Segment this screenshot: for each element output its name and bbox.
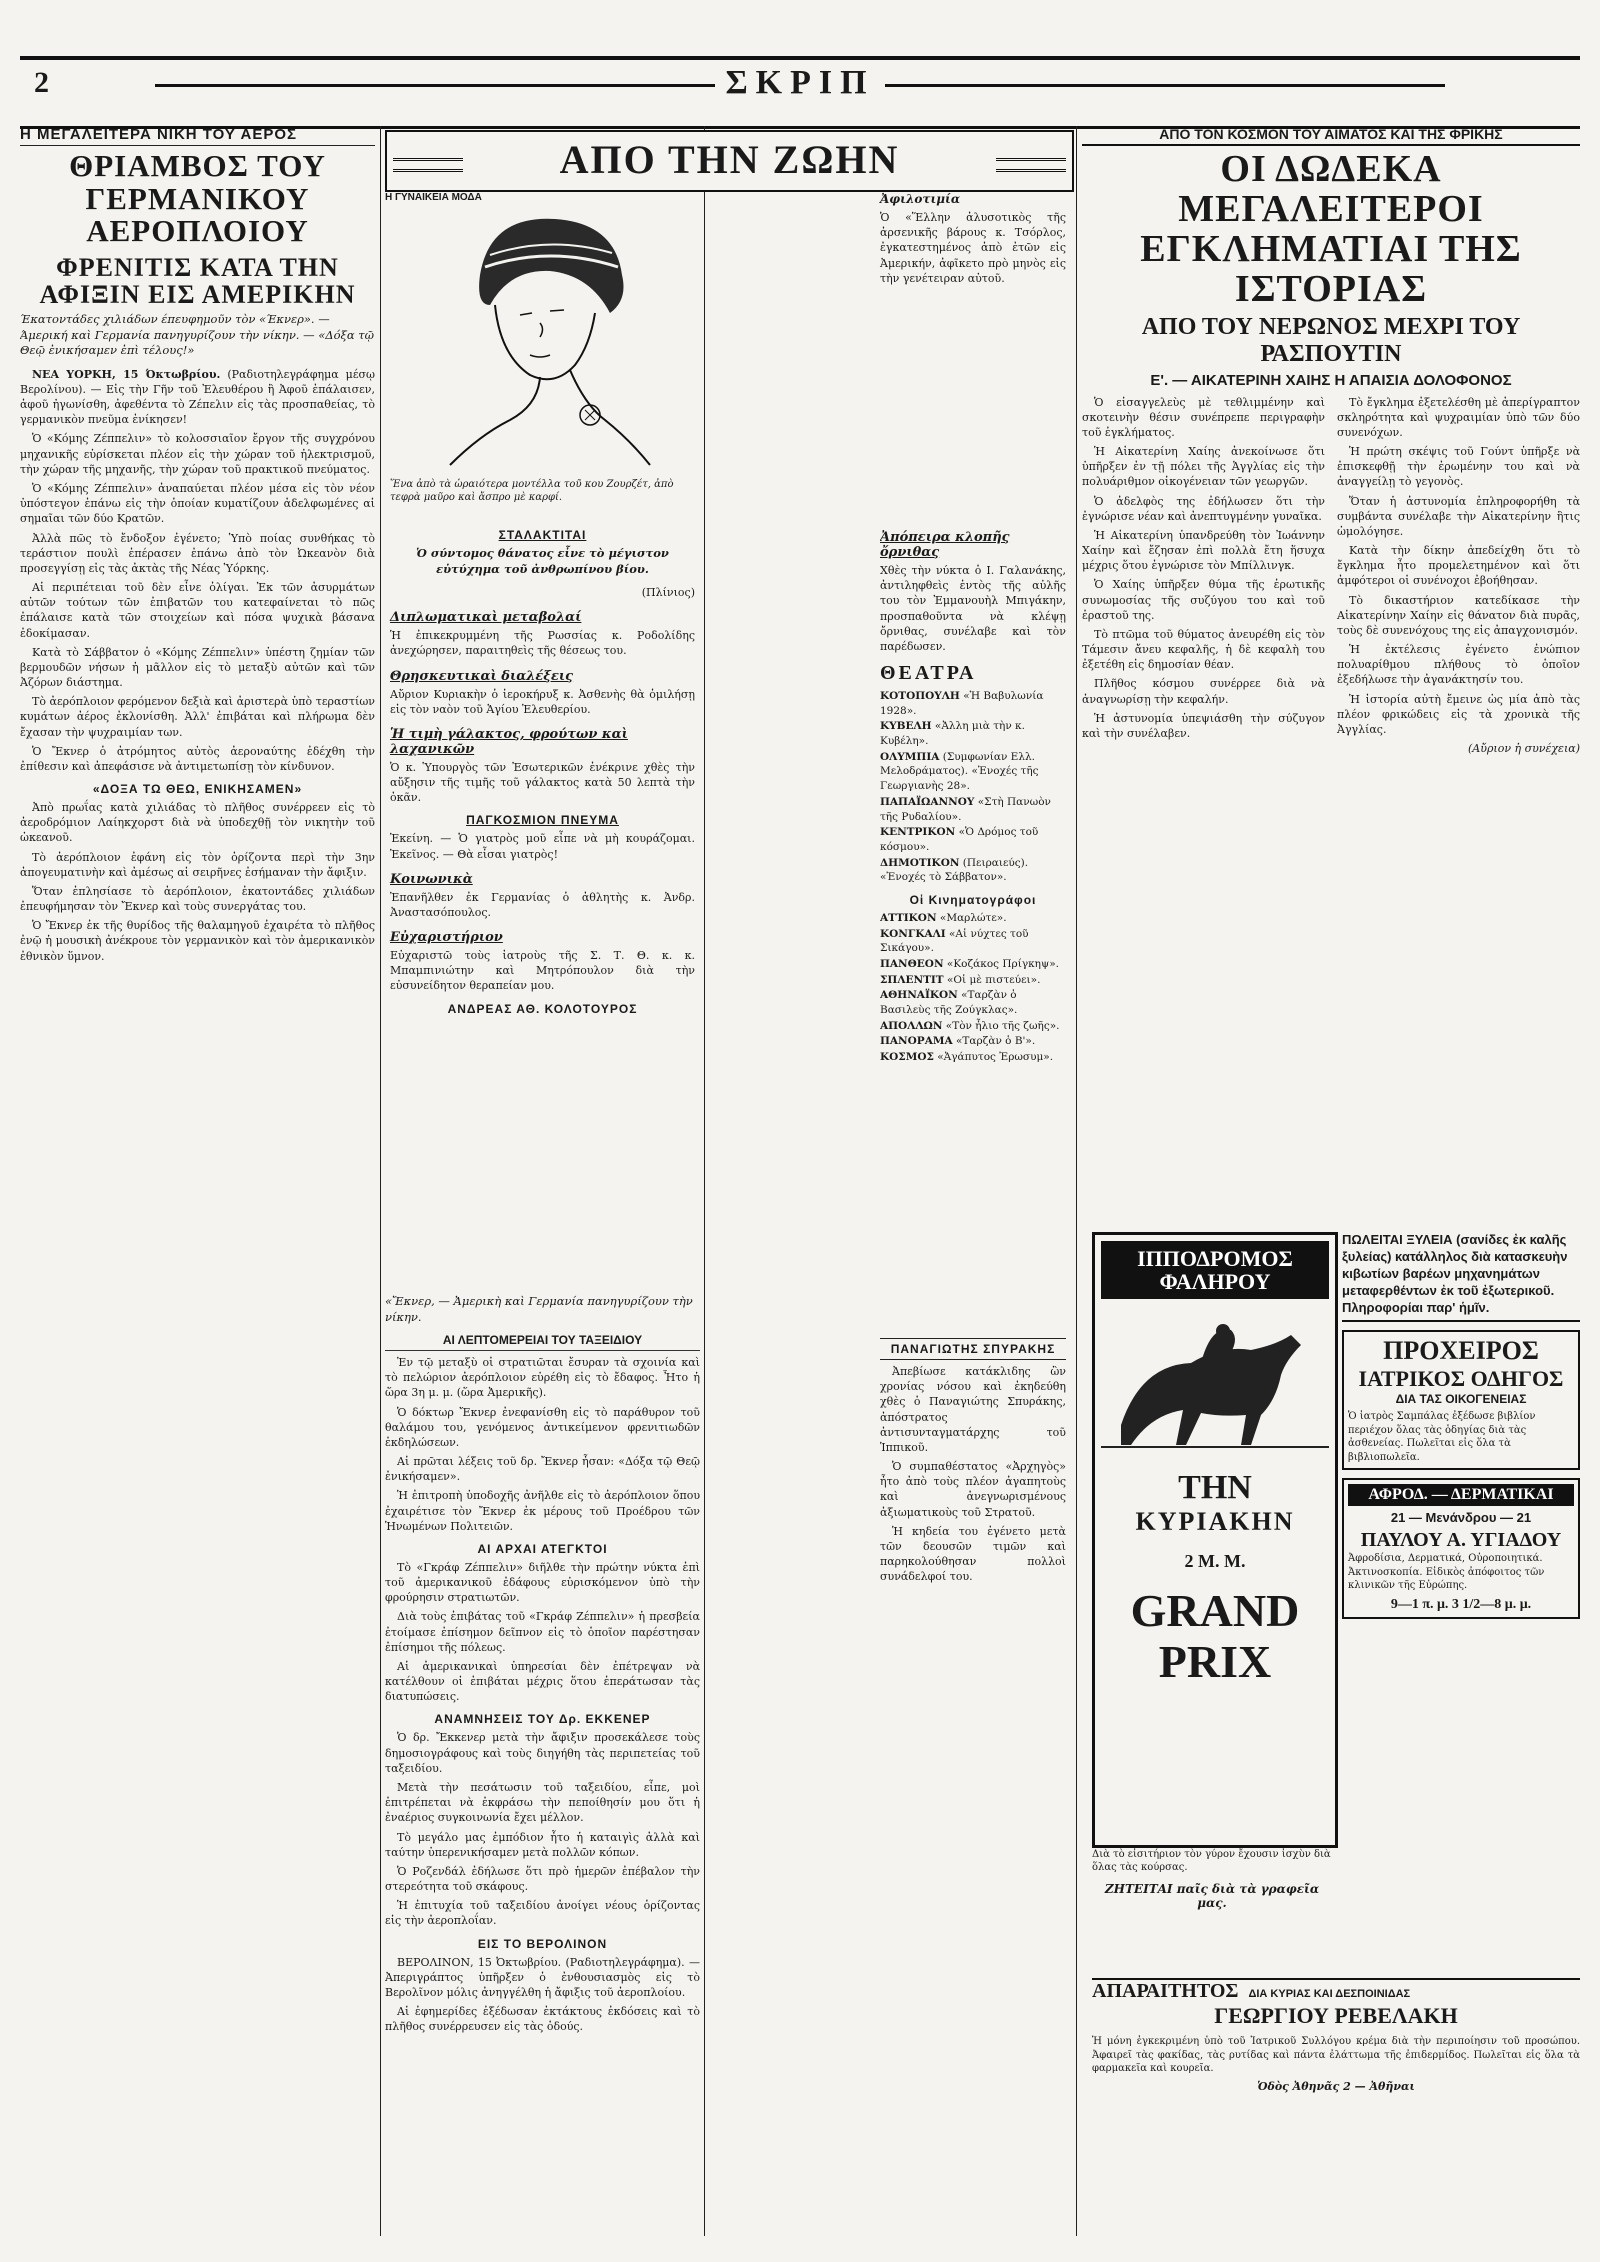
paragraph: Ἡ κηδεία του ἐγένετο μετὰ τῶν δεουσῶν τιμῶν καὶ παρηκολούθησαν πολλοὶ συνάδελφοί του. bbox=[880, 1524, 1066, 1584]
paragraph: Διὰ τοὺς ἐπιβάτας τοῦ «Γκράφ Ζέππελιν» ἡ πρεσβεία ἐτοίμασε ἐπίσημον δεῖπνον εἰς τὸ ὁποῖον παρέστησαν ἐπίσημοι τῆς πόλεως. bbox=[385, 1610, 700, 1654]
list-item: ΔΗΜΟΤΙΚΟΝ (Πειραιεύς). «Ἐνοχές τὸ Σάββατον». bbox=[880, 856, 1029, 884]
item-body: Χθὲς τὴν νύκτα ὁ Ι. Γαλανάκης, ἀντιληφθεὶς ἐντὸς τῆς αὐλῆς του τὸν Ἐμμανουὴλ Μπιγάκην, προσπαθοῦντα νὰ κλέψῃ ὄρνιθας, συνέλαβε καὶ τὸν παρέδωσεν. bbox=[880, 564, 1066, 653]
paragraph: Ἡ ἀστυνομία ὑπεψιάσθη τὴν σύζυγον καὶ τὴν συνέλαβεν. bbox=[1082, 711, 1325, 740]
paragraph: Ἡ Αἰκατερίνη ὑπανδρεύθη τὸν Ἰωάννην Χαίην καὶ ἔζησαν ἐπὶ πολλὰ ἔτη ἥσυχα μέχρις ὅτου ἐγνώρισε τὸν Μπίλλινγκ. bbox=[1082, 528, 1325, 573]
ad-time: 2 Μ. Μ. bbox=[1184, 1551, 1246, 1572]
paragraph: Ὁ συμπαθέστατος «Ἀρχηγὸς» ἦτο ἀπὸ τοὺς πλέον ἀγαπητοὺς καὶ ἀνεγνωρισμένους ἀξιωματικοὺς τοῦ Στρατοῦ. bbox=[880, 1460, 1066, 1519]
text-column bbox=[1337, 395, 1580, 761]
article-lead: Έκατοντάδες χιλιάδων έπευφημοῦν τὸν «Έκνερ». — Άμερική καὶ Γερμανία πανηγυρίζουν τὴν νίκην. — «Δόξα τῷ Θεῷ ἐνικήσαμεν ἐπὶ τέλους!» bbox=[20, 312, 375, 358]
paragraph: Αἱ ἐφημερίδες ἐξέδωσαν ἐκτάκτους ἐκδόσεις καὶ τὸ πλῆθος συνέρρευσεν εἰς τὰς ὁδούς. bbox=[385, 2005, 700, 2034]
fashion-illustration bbox=[390, 205, 690, 470]
ad-text: Ἡ μόνη ἐγκεκριμένη ὑπὸ τοῦ Ἰατρικοῦ Συλλόγου κρέμα διὰ τὴν περιποίησιν τοῦ προσώπου. Ἀφαιρεῖ τὰς φακίδας, τὰς ρυτίδας καὶ πάντα ἐλάττωμα τῆς ἐπιδερμίδος. Πωλεῖται εἰς ὅλα τὰ φαρμακεῖα καὶ κουρεῖα. bbox=[1092, 2036, 1580, 2074]
ad-text: Ὁ ἰατρὸς Σαμπάλας ἐξέδωσε βιβλίον περιέχον ὅλας τὰς ὁδηγίας διὰ τὰς ἀσθενείας. Πωλεῖται εἰς ὅλα τὰ βιβλιοπωλεῖα. bbox=[1348, 1411, 1536, 1463]
paragraph: Αἱ πρῶται λέξεις τοῦ δρ. Ἔκνερ ἦσαν: «Δόξα τῷ Θεῷ ἐνικήσαμεν». bbox=[385, 1455, 700, 1484]
item-body: Ὁ «Ἕλλην ἀλυσοτικὸς τῆς ἀρσενικῆς βάρους κ. Τσόρλος, ἐγκατεστημένος ἀπὸ ἐτῶν εἰς Ἀμερικήν, ἀφῖκετο πρὸ μηνὸς εἰς τὴν γενέτειραν αὐτοῦ. bbox=[880, 211, 1066, 285]
list-item: ΑΤΤΙΚΟΝ «Μαρλώτε». bbox=[880, 911, 1007, 924]
cinema-list bbox=[880, 911, 1066, 1065]
section-heading: ΑΝΑΜΝΗΣΕΙΣ ΤΟΥ Δρ. ΕΚΚΕΝΕΡ bbox=[434, 1712, 651, 1727]
paragraph: Μετὰ τὴν πεσάτωσιν τοῦ ταξειδίου, εἶπε, μοὶ ἐπιτρέπεται νὰ ἐκφράσω τὴν πεποίθησίν μου ὅτι ἡ ἐναέριος συγκοινωνία ἔχει μέλλον. bbox=[385, 1780, 700, 1825]
paragraph: Ὁ δόκτωρ Ἔκνερ ἐνεφανίσθη εἰς τὸ παράθυρον τοῦ θαλάμου του, γενόμενος ἀντικείμενον φρενιτιωδῶν ἐκδηλώσεων. bbox=[385, 1405, 700, 1449]
paragraph: Τὸ πτῶμα τοῦ θύματος ἀνευρέθη εἰς τὸν Τάμεσιν ἄνευ κεφαλῆς, ἡ δὲ κεφαλὴ του ἐξετέθη εἰς δημοσίαν θέαν. bbox=[1082, 627, 1325, 672]
page-number: 2 bbox=[34, 66, 49, 99]
item-heading: Διπλωματικαὶ μεταβολαί bbox=[390, 610, 582, 626]
article-body bbox=[385, 1355, 700, 2034]
ad-day-label: ΤΗΝ bbox=[1178, 1469, 1252, 1507]
horse-race-illustration bbox=[1101, 1305, 1329, 1455]
dateline: ΝΕΑ ΥΟΡΚΗ, 15 Όκτωβρίου. bbox=[32, 367, 221, 381]
paragraph: Ὁ εἰσαγγελεὺς μὲ τεθλιμμένην καὶ σκοτεινὴν θέσιν συνέπρεπε περιγραφὴν τοῦ ἐγκλήματος. bbox=[1082, 395, 1325, 439]
paragraph: Ἐν τῷ μεταξὺ οἱ στρατιῶται ἔσυραν τὰ σχοινία καὶ τὸ πελώριον ἀερόπλοιον εὑρέθη εἰς τὸ ἔδαφος. Ἦτο ἡ ὥρα 3η μ. μ. (ὥρα Ἀμερικῆς). bbox=[385, 1356, 700, 1400]
paragraph: Ἀλλὰ πῶς τὸ ἔνδοξον ἐγένετο; Ὑπὸ ποίας συνθήκας τὸ τεράστιον πουλὶ ἐπέρασεν ἐπάνω ἀπὸ τὸν Ὠκεανὸν διὰ προσεγγίσῃ εἰς τὰς ἀκτὰς τῆς Νέας Ὑόρκης. bbox=[20, 531, 375, 575]
quote: Ὁ σύντομος θάνατος εἶνε τὸ μέγιστον εὐτύχημα τοῦ ἀνθρωπίνου βίου. bbox=[416, 546, 669, 576]
racehorse-icon bbox=[1101, 1305, 1329, 1455]
section-heading: ΣΤΑΛΑΚΤΙΤΑΙ bbox=[498, 528, 587, 542]
theatre-heading: ΘΕΑΤΡΑ bbox=[880, 662, 977, 685]
section-heading: ΑΙ ΑΡΧΑΙ ΑΤΕΓΚΤΟΙ bbox=[477, 1541, 608, 1556]
paragraph: Ἡ ἐπιτυχία τοῦ ταξειδίου ἀνοίγει νέους ὁρίζοντας εἰς τὴν ἀεροπλοΐαν. bbox=[385, 1899, 700, 1928]
woman-hat-illustration bbox=[390, 205, 690, 470]
fashion-heading: Η ΓΥΝΑΙΚΕΙΑ ΜΟΔΑ bbox=[385, 192, 482, 203]
news-items-lower bbox=[880, 520, 1066, 1320]
paragraph: Κατὰ τὸ Σάββατον ὁ «Κόμης Ζέππελιν» ὑπέστη ζημίαν τῶν βερμουδῶν νήσων ἡ μᾶλλον εἰς τὸ μεταξὺ αὐτῶν καὶ τῶν Ἀζόρων διάστημα. bbox=[20, 645, 375, 690]
article-criminals bbox=[1082, 126, 1580, 1226]
article-zeppelin bbox=[20, 126, 375, 2236]
item-body: Ἐπανῆλθεν ἐκ Γερμανίας ὁ ἀθλητὴς κ. Ἀνδρ. Ἀναστασόπουλος. bbox=[390, 890, 695, 919]
article-lead: «Ἔκνερ, — Ἀμερικὴ καὶ Γερμανία πανηγυρίζουν τὴν νίκην. bbox=[385, 1294, 693, 1324]
classifieds bbox=[1342, 1232, 1580, 1619]
list-item: ΚΥΒΕΛΗ «Ἀλλη μιὰ τὴν κ. Κυβέλη». bbox=[880, 720, 1025, 748]
classified-wanted: ΖΗΤΕΙΤΑΙ παῖς διὰ τὰ γραφεῖα μας. bbox=[1104, 1882, 1320, 1910]
signature: ΑΝΔΡΕΑΣ ΑΘ. ΚΟΛΟΤΟΥΡΟΣ bbox=[447, 1001, 638, 1016]
article-body bbox=[1082, 395, 1580, 761]
zeppelin-continuation bbox=[385, 1290, 700, 2235]
paragraph: Ὅταν ἐπλησίασε τὸ ἀερόπλοιον, ἐκατοντάδες χιλιάδων ἐπευφήμησαν τὸν Ἔκνερ καὶ τοὺς συνεργάτας του. bbox=[20, 884, 375, 914]
cosmetic-ad bbox=[1092, 1978, 1580, 2180]
ad-subtitle: ΔΙΑ ΤΑΣ ΟΙΚΟΓΕΝΕΙΑΣ bbox=[1395, 1392, 1527, 1407]
list-item: ΟΛΥΜΠΙΑ (Συμφωνίαν Ελλ. Μελοδράματος). «Ἐνοχές τῆς Γεωργιανὴς 28». bbox=[880, 750, 1039, 793]
ad-hours: 9—1 π. μ. 3 1/2—8 μ. μ. bbox=[1390, 1596, 1532, 1612]
article-headline-secondary: ΦΡΕΝΙΤΙΣ ΚΑΤΑ ΤΗΝ ΑΦΙΞΙΝ ΕΙΣ ΑΜΕΡΙΚΗΝ bbox=[39, 252, 356, 309]
paragraph: Τὸ ἔγκλημα ἐξετελέσθη μὲ ἀπερίγραπτον σκληρότητα καὶ ψυχραιμίαν ὑπὸ τῶν δύο συνενόχων. bbox=[1337, 395, 1580, 439]
ad-title-note: ΔΙΑ ΚΥΡΙΑΣ ΚΑΙ ΔΕΣΠΟΙΝΙΔΑΣ bbox=[1248, 1988, 1411, 2000]
list-item: ΑΘΗΝΑΪΚΟΝ «Ταρζὰν ὁ Βασιλεὺς τῆς Ζούγκλας». bbox=[880, 989, 1018, 1017]
section-title: ΑΠΟ ΤΗΝ ΖΩΗΝ bbox=[559, 137, 900, 182]
cinema-heading: Οἱ Κινηματογράφοι bbox=[909, 892, 1037, 907]
decorative-rule bbox=[996, 158, 1066, 172]
paragraph: Τὸ ἀερόπλοιον ἐφάνη εἰς τὸν ὁρίζοντα περὶ τὴν 3ην ἀπογευματινὴν καὶ ἀμέσως αἱ σειρῆνες ἐσήμαναν τὴν ἄφιξιν. bbox=[20, 850, 375, 879]
afilotimia-heading: Ἀφιλοτιμία bbox=[880, 192, 961, 206]
short-items-column bbox=[390, 520, 695, 1020]
section-heading: ΠΑΓΚΟΣΜΙΟΝ ΠΝΕΥΜΑ bbox=[466, 813, 619, 828]
ad-brand: ΓΕΩΡΓΙΟΥ ΡΕΒΕΛΑΚΗ bbox=[1214, 2003, 1458, 2028]
paragraph: Ἡ πρώτη σκέψις τοῦ Γούντ ὑπῆρξε νὰ ἐπισκεφθῇ τὴν ἐρωμένην του καὶ νὰ ἀναγγείλῃ τὸ γεγονὸς. bbox=[1337, 445, 1580, 489]
list-item: ΠΑΝΘΕΟΝ «Κοζάκος Πρίγκηψ». bbox=[880, 958, 1059, 971]
paragraph: Ἡ Αἰκατερίνη Χαίης ἀνεκοίνωσε ὅτι ὑπῆρξεν ἐν τῇ πόλει τῆς Ἀγγλίας εἰς τὴν πολυάριθμον οἰκογένειαν τῶν γεωργῶν. bbox=[1082, 445, 1325, 489]
decorative-rule bbox=[393, 158, 463, 172]
item-heading: Θρησκευτικαὶ διαλέξεις bbox=[390, 668, 574, 684]
article-headline: ΘΡΙΑΜΒΟΣ ΤΟΥ ΓΕΡΜΑΝΙΚΟΥ ΑΕΡΟΠΛΟΙΟΥ bbox=[69, 148, 326, 249]
paragraph: (Ραδιοτηλεγράφημα μέσῳ Βερολίνου). — Εἰς τὴν Γῆν τοῦ Ἐλευθέρου ἢ Ἀφοῦ ἐπάλαισεν, ἀφοῦ ἠγωνίσθη, ἀφεθέντα τὸ Ζέπελιν εἰς τὰς προσπαθείας, τὸ γερμανικὸν πνεῦμα ἐνίκησεν! bbox=[20, 367, 375, 427]
list-item: ΠΑΠΑΪΩΑΝΝΟΥ «Στὴ Πανωὸν τῆς Ρυδαλίου». bbox=[880, 795, 1051, 823]
fashion-caption: Ἕνα ἀπὸ τὰ ὡραιότερα μοντέλλα τοῦ κου Ζουρζέτ, ἀπὸ τεφρὰ μαῦρο καὶ ἄσπρο μὲ καρφί. bbox=[390, 479, 674, 503]
item-heading: Ἡ τιμὴ γάλακτος, φρούτων καὶ λαχανικῶν bbox=[390, 726, 628, 757]
ad-caption: Διὰ τὸ εἰσιτήριον τὸν γύρον ἔχουσιν ἰσχὺν διὰ ὅλας τὰς κούρσας. bbox=[1092, 1849, 1331, 1873]
section-heading: ΑΙ ΛΕΠΤΟΜΕΡΕΙΑΙ ΤΟΥ ΤΑΞΕΙΔΙΟΥ bbox=[385, 1333, 700, 1351]
news-items-column bbox=[880, 210, 1066, 286]
item-body: Εὐχαριστῶ τοὺς ἰατροὺς τῆς Σ. Τ. Θ. κ. κ. Μπαμπινιώτην καὶ Μητρόπουλον διὰ τὴν εὐσυνείδητον θεραπείαν μου. bbox=[390, 949, 695, 993]
article-subheadline: ΑΠΟ ΤΟΥ ΝΕΡΩΝΟΣ ΜΕΧΡΙ ΤΟΥ ΡΑΣΠΟΥΤΙΝ bbox=[1141, 313, 1521, 367]
paragraph: Τὸ «Γκράφ Ζέππελιν» διῆλθε τὴν πρώτην νύκτα ἐπὶ τοῦ ἀμερικανικοῦ ἐδάφους εὑρισκόμενον ὑπὸ τὴν φρούρησιν στρατιωτῶν. bbox=[385, 1560, 700, 1605]
section-heading: ΕΙΣ ΤΟ ΒΕΡΟΛΙΝΟΝ bbox=[477, 1936, 608, 1951]
continues-note: (Αὔριον ἡ συνέχεια) bbox=[1468, 742, 1580, 756]
column-rule bbox=[1076, 126, 1077, 2236]
paragraph: Ὁ ἀδελφὸς της ἐδήλωσεν ὅτι τὴν ἐγνώρισε νέαν καὶ ἀνεπτυγμένην γυναῖκα. bbox=[1082, 494, 1325, 523]
doctor-ad bbox=[1342, 1478, 1580, 1619]
quote-author: (Πλίνιος) bbox=[641, 586, 695, 600]
paragraph: Ἡ ἐκτέλεσις ἐγένετο ἐνώπιον πολυαρίθμου πλήθους τὸ ὁποῖον ἐξεδήλωσε τὴν ἀγανάκτησίν του. bbox=[1337, 643, 1580, 687]
paragraph: Τὸ μεγάλο μας ἐμπόδιον ἦτο ἡ καταιγὶς ἀλλὰ καὶ ταύτην ὑπερενικήσαμεν μετὰ πολλῶν κόπων. bbox=[385, 1830, 700, 1859]
column-rule bbox=[704, 126, 705, 2236]
paragraph: Ὁ Χαίης ὑπῆρξεν θύμα τῆς ἐρωτικῆς συνωμοσίας τῆς συζύγου του καὶ τοῦ ἐραστοῦ της. bbox=[1082, 578, 1325, 622]
article-headline: ΟΙ ΔΩΔΕΚΑ ΜΕΓΑΛΕΙΤΕΡΟΙ ΕΓΚΛΗΜΑΤΙΑΙ ΤΗΣ ΙΣΤΟΡΙΑΣ bbox=[1140, 148, 1522, 310]
list-item: ΣΠΛΕΝΤΙΤ «Οἱ μὲ πιστεύει». bbox=[880, 973, 1041, 986]
article-kicker: ΑΠΟ ΤΟΝ ΚΟΣΜΟΝ ΤΟΥ ΑΙΜΑΤΟΣ ΚΑΙ ΤΗΣ ΦΡΙΚΗΣ bbox=[1082, 126, 1580, 146]
item-body: Ἡ ἐπικεκρυμμένη τῆς Ρωσσίας κ. Ροδολίδης ἀνεχώρησεν, παραιτηθεὶς τῆς θέσεως του. bbox=[390, 629, 695, 658]
ad-title: ΑΠΑΡΑΙΤΗΤΟΣ ΔΙΑ ΚΥΡΙΑΣ ΚΑΙ ΔΕΣΠΟΙΝΙΔΑΣ bbox=[1092, 1980, 1411, 2002]
medical-guide-ad bbox=[1342, 1330, 1580, 1470]
item-heading: Εὐχαριστήριον bbox=[390, 930, 503, 946]
paragraph: Τὸ δικαστήριον κατεδίκασε τὴν Αἰκατερίνην Χαίην εἰς θάνατον διὰ πυρᾶς, τοὺς δὲ συνενόχους της εἰς ἀπαγχονισμόν. bbox=[1337, 593, 1580, 637]
paragraph: Ὁ «Κόμης Ζέππελιν» ἀναπαύεται πλέον μέσα εἰς τὸν νέον ὑπόστεγον ἐπάνω εἰς τὴν ὁποίαν κυματίζουν ἀδελφωμένες αἱ σημαῖαι τῶν δύο Κρατῶν. bbox=[20, 481, 375, 526]
paragraph: Ὁ δρ. Ἔκκενερ μετὰ τὴν ἄφιξιν προσεκάλεσε τοὺς δημοσιογράφους καὶ τοὺς διηγήθη τὰς περιπετείας τοῦ ταξειδίου. bbox=[385, 1731, 700, 1775]
list-item: ΚΟΣΜΟΣ «Ἀγάπυτος Ἐρωσυμ». bbox=[880, 1051, 1054, 1064]
obituary-spyrakis bbox=[880, 1330, 1066, 2235]
paragraph: Ἡ ἐπιτροπὴ ὑποδοχῆς ἀνῆλθε εἰς τὸ ἀερόπλοιον ὅπου ἐχαιρέτισε τὸν Ἔκνερ ἐκ μέρους τοῦ Προέδρου τῶν Ἡνωμένων Πολιτειῶν. bbox=[385, 1489, 700, 1533]
paragraph: Ἀπεβίωσε κατάκλιδης ὢν χρονίας νόσου καὶ ἐκηδεύθη χθὲς ὁ Παναγιώτης Σπυράκης, ἀπόστρατος ἀντισυνταγματάρχης τοῦ Ἱππικοῦ. bbox=[880, 1365, 1066, 1454]
theatre-list bbox=[880, 689, 1066, 885]
item-body: Ὁ κ. Ὑπουργὸς τῶν Ἐσωτερικῶν ἐνέκρινε χθὲς τὴν αὔξησιν τῆς τιμῆς τοῦ γάλακτος κατὰ 50 λεπτὰ τὴν ὀκᾶν. bbox=[390, 760, 695, 805]
paragraph: Ὅταν ἡ ἀστυνομία ἐπληροφορήθη τὰ συμβάντα συνέλαβε τὴν Αἰκατερίνην ἣτις ὡμολόγησε. bbox=[1337, 494, 1580, 538]
ad-doctor-name: ΠΑΥΛΟΥ Α. ΥΓΙΑΔΟΥ bbox=[1360, 1529, 1562, 1552]
paragraph: ΒΕΡΟΛΙΝΟΝ, 15 Ὀκτωβρίου. (Ραδιοτηλεγράφημα). — Ἀπεριγράπτος ὑπῆρξεν ὁ ἐνθουσιασμὸς εἰς τὸ Βερολῖνον μόλις ἀνηγγέλθη ἡ ἄφιξις τοῦ ἀεροπλοίου. bbox=[385, 1955, 700, 1999]
paragraph: Πλῆθος κόσμου συνέρρεε διὰ νὰ ἀναγνωρίσῃ τὴν κεφαλήν. bbox=[1082, 677, 1325, 706]
article-kicker: Η ΜΕΓΑΛΕΙΤΕΡΑ ΝΙΚΗ ΤΟΥ ΑΕΡΟΣ bbox=[20, 126, 375, 146]
item-body: Ἐκείνη. — Ὁ γιατρὸς μοῦ εἶπε νὰ μὴ κουράζομαι. Ἐκεῖνος. — Θὰ εἶσαι γιατρὸς! bbox=[390, 832, 695, 861]
article-body bbox=[880, 1364, 1066, 1584]
column-rule bbox=[380, 126, 381, 2236]
ad-day: ΚΥΡΙΑΚΗΝ bbox=[1135, 1507, 1295, 1537]
section-heading: «ΔΟΞΑ ΤΩ ΘΕΩ, ΕΝΙΚΗΣΑΜΕΝ» bbox=[92, 782, 303, 797]
paragraph: Αἱ ἀμερικανικαὶ ὑπηρεσίαι δὲν ἐπέτρεψαν νὰ κατέλθουν οἱ ἐπιβάται μέχρις ὅτου ἐπεράτωσαν τὰς διατυπώσεις. bbox=[385, 1659, 700, 1704]
list-item: ΚΟΤΟΠΟΥΛΗ «Ἡ Βαβυλωνία 1928». bbox=[880, 690, 1044, 717]
ad-address: Ὁδὸς Ἀθηνᾶς 2 — Ἀθῆναι bbox=[1257, 2079, 1415, 2093]
paragraph: Κατὰ τὴν δίκην ἀπεδείχθη ὅτι τὸ ἔγκλημα ἦτο προμελετημένον καὶ ὅτι ἀμφότεροι οἱ συνένοχοι ἐβοήθησαν. bbox=[1337, 544, 1580, 588]
ad-title: ΑΦΡΟΔ. — ΔΕΡΜΑΤΙΚΑΙ bbox=[1348, 1484, 1574, 1506]
ad-address: 21 — Μενάνδρου — 21 bbox=[1390, 1510, 1532, 1526]
list-item: ΑΠΟΛΛΩΝ «Τὸν ἦλιο τῆς ζωῆς». bbox=[880, 1019, 1060, 1032]
masthead bbox=[20, 56, 1580, 129]
ad-text: Ἀφροδίσια, Δερματικά, Οὐροποιητικά. Ἀκτινοσκοπία. Εἰδικὸς ἀπόφοιτος τῶν κλινικῶν τῆς Εὐρώπης. bbox=[1348, 1553, 1545, 1592]
paragraph: Ἡ ἱστορία αὐτὴ ἔμεινε ὡς μία ἀπὸ τὰς πλέον φρικώδεις εἰς τὰ χρονικὰ τῆς Ἀγγλίας. bbox=[1337, 692, 1580, 736]
list-item: ΠΑΝΟΡΑΜΑ «Ταρζὰν ὁ Β'». bbox=[880, 1035, 1036, 1048]
classified-lumber: ΠΩΛΕΙΤΑΙ ΞΥΛΕΙΑ (σανίδες ἐκ καλῆς ξυλείας) κατάλληλος διὰ κατασκευὴν κιβωτίων βαρέων μηχανημάτων μεταφερθέντων ἐκ τοῦ ἐξωτερικοῦ. Πληροφορίαι παρ' ἡμῖν. bbox=[1342, 1232, 1580, 1322]
paragraph: Τὸ ἀερόπλοιον φερόμενον δεξιὰ καὶ ἀριστερὰ ὑπὸ τεραστίων κυμάτων ἀέρος ἐκλονίσθη. Ἀλλ' ἐπιβάται καὶ πλήρωμα δὲν ἔχασαν τὴν ψυχραιμίαν των. bbox=[20, 695, 375, 739]
ad-event: GRAND PRIX bbox=[1130, 1585, 1300, 1687]
list-item: ΚΟΝΓΚΑΛΙ «Αἱ νύχτες τοῦ Σικάγου». bbox=[880, 927, 1029, 955]
article-chapter: Ε'. — ΑΙΚΑΤΕΡΙΝΗ ΧΑΙΗΣ Η ΑΠΑΙΣΙΑ ΔΟΛΟΦΟΝΟΣ bbox=[1150, 371, 1512, 389]
ad-title: ΙΑΤΡΙΚΟΣ ΟΔΗΓΟΣ bbox=[1358, 1366, 1564, 1392]
paragraph: Ἀπὸ πρωΐας κατὰ χιλιάδας τὸ πλῆθος συνέρρεεν εἰς τὸ ἀεροδρόμιον Λαίηκχορστ διὰ νὰ ὑποδεχθῇ τὸν νικητὴν τοῦ ὠκεανοῦ. bbox=[20, 801, 375, 845]
paragraph: Αἱ περιπέτειαι τοῦ δὲν εἶνε ὀλίγαι. Ἐκ τῶν ἀσυρμάτων αὐτῶν τούτων τῶν ἐπιβατῶν του κατεφαίνεται τὸ πῶς ἐπάλαισε κατὰ τῶν στοιχείων καὶ πόσα ψυχικὰ βάσανα ἐδοκίμασαν. bbox=[20, 581, 375, 640]
item-body: Αὔριον Κυριακὴν ὁ ἱεροκήρυξ κ. Ἀσθενὴς θὰ ὁμιλήσῃ εἰς τὸν ναὸν τοῦ Ἁγίου Ἐλευθερίου. bbox=[390, 687, 695, 716]
text-column bbox=[1082, 395, 1325, 761]
item-heading: Ἀπόπειρα κλοπῆς ὄρνιθας bbox=[880, 530, 1010, 560]
list-item: ΚΕΝΤΡΙΚΟΝ «Ὁ Δρόμος τοῦ κόσμου». bbox=[880, 826, 1039, 853]
item-heading: Κοινωνικὰ bbox=[390, 871, 473, 887]
ad-title: ΠΡΟΧΕΙΡΟΣ bbox=[1383, 1336, 1539, 1366]
paragraph: Ὁ Ἔκνερ ἐκ τῆς θυρίδος τῆς θαλαμηγοῦ ἐχαιρέτα τὸ πλῆθος ἐνῷ ἡ μουσικὴ ἀνέκρουε τὸν γερμανικὸν καὶ τὸν ἀμερικανικὸν ἐθνικὸν ὕμνον. bbox=[20, 919, 375, 963]
paragraph: Ὁ Ἔκνερ ὁ ἀτρόμητος αὐτὸς ἀεροναύτης ἐδέχθη τὴν ἐπίθεσιν καὶ ἀπεφάσισε νὰ ἀντιμετωπίσῃ τὸν κίνδυνον. bbox=[20, 744, 375, 773]
article-body bbox=[20, 367, 375, 964]
obituary-heading: ΠΑΝΑΓΙΩΤΗΣ ΣΠΥΡΑΚΗΣ bbox=[880, 1338, 1066, 1360]
ad-title: ΙΠΠΟΔΡΟΜΟΣ ΦΑΛΗΡΟΥ bbox=[1101, 1241, 1329, 1299]
newspaper-title: ΣΚΡΙΠ bbox=[20, 64, 1580, 102]
paragraph: Ὁ Ροζενδάλ ἐδήλωσε ὅτι πρὸ ἡμερῶν ἐπέβαλον τὴν στερεότητα τοῦ σκάφους. bbox=[385, 1864, 700, 1894]
hippodrome-ad bbox=[1092, 1232, 1338, 1848]
section-banner bbox=[385, 130, 1074, 192]
paragraph: Ὁ «Κόμης Ζέππελιν» τὸ κολοσσιαῖον ἔργον τῆς συγχρόνου μηχανικῆς εὑρίσκεται πλέον εἰς τὴν χώραν τοῦ ἠλεκτρισμοῦ, τὴν χώραν τῆς μηχανῆς, τὴν χώραν τοῦ πρακτικοῦ πνεύματος. bbox=[20, 432, 375, 476]
